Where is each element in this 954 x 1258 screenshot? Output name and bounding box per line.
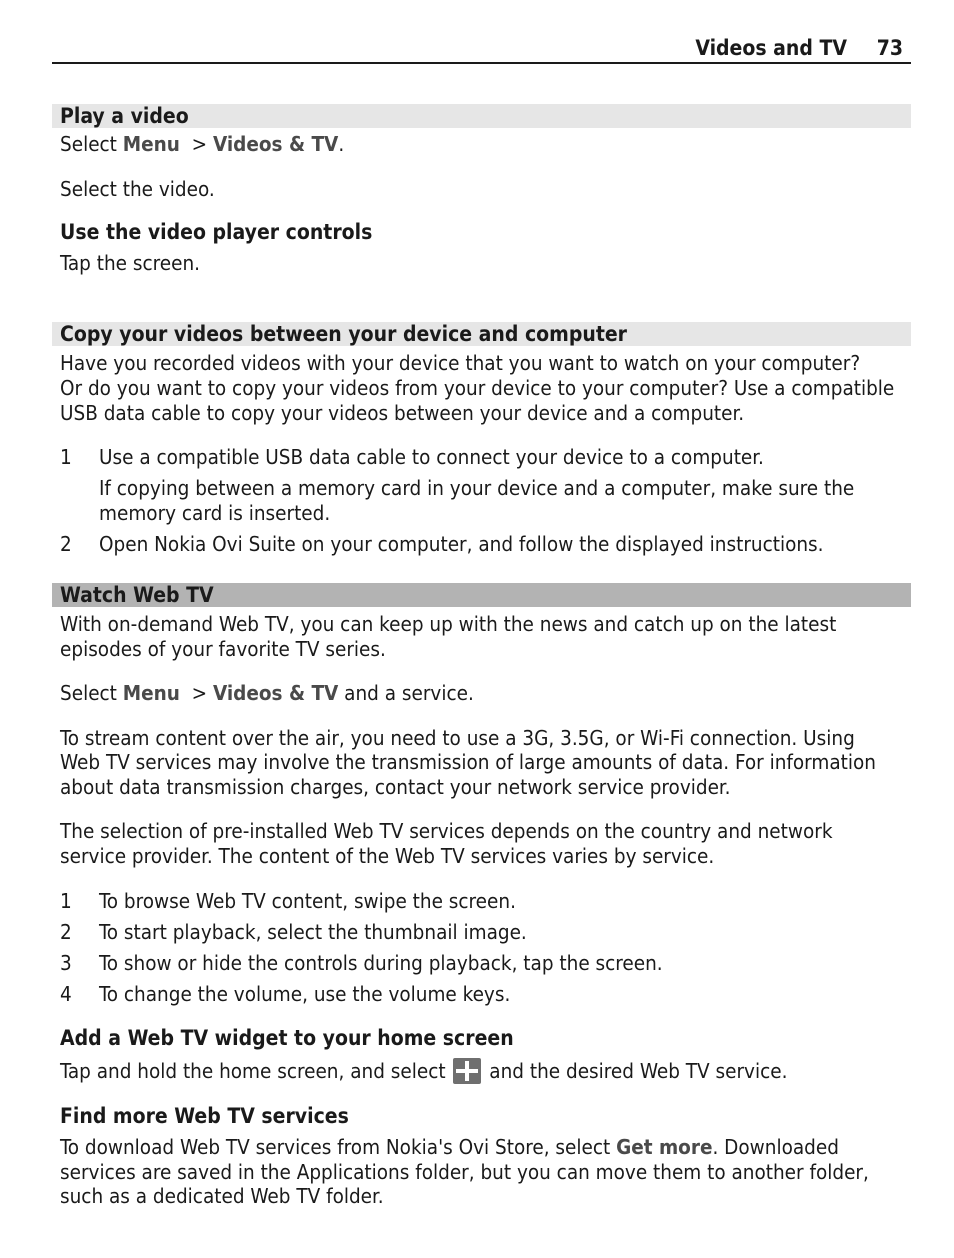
section-heading: Watch Web TV	[60, 583, 214, 607]
list-number: 1	[60, 445, 72, 469]
section-bar-copy-videos	[52, 322, 911, 346]
web-tv-select-instruction: Select Menu > Videos & TV and a service.	[60, 681, 474, 705]
header-page-number: 73	[876, 36, 903, 60]
section-bar-play-video	[52, 104, 911, 128]
running-header	[52, 34, 911, 64]
note-line: If copying between a memory card in your device and a computer, make sure the	[99, 476, 855, 500]
widget-instruction: Tap and hold the home screen, and select and the desired Web TV service.	[60, 1059, 788, 1083]
copy-intro-line: USB data cable to copy your videos between your device and a computer.	[60, 401, 745, 425]
find-more-line: To download Web TV services from Nokia's Ovi Store, select Get more. Downloaded	[60, 1135, 839, 1159]
header-section-title: Videos and TV	[695, 36, 847, 60]
section-heading: Play a video	[60, 104, 189, 128]
find-more-subheading: Find more Web TV services	[60, 1104, 349, 1128]
web-tv-intro-line: episodes of your favorite TV series.	[60, 637, 386, 661]
section-bar-watch-web-tv	[52, 583, 911, 607]
section-heading: Copy your videos between your device and computer	[60, 322, 627, 346]
list-number: 3	[60, 951, 72, 975]
find-more-line: such as a dedicated Web TV folder.	[60, 1184, 384, 1208]
videos-tv-term: Videos & TV	[212, 132, 339, 156]
note-line: memory card is inserted.	[99, 501, 331, 525]
select-video-text: Select the video.	[60, 177, 215, 201]
list-number: 2	[60, 920, 72, 944]
menu-term: Menu	[122, 132, 180, 156]
controls-subheading: Use the video player controls	[60, 220, 373, 244]
stream-line: about data transmission charges, contact your network service provider.	[60, 775, 731, 799]
list-text: To show or hide the controls during playback, tap the screen.	[99, 951, 663, 975]
add-widget-icon	[453, 1058, 481, 1084]
menu-term: Menu	[122, 681, 180, 705]
stream-line: Web TV services may involve the transmission of large amounts of data. For information	[60, 750, 876, 774]
selection-line: service provider. The content of the Web TV services varies by service.	[60, 844, 715, 868]
list-text: Use a compatible USB data cable to connect your device to a computer.	[99, 445, 764, 469]
list-text: Open Nokia Ovi Suite on your computer, and follow the displayed instructions.	[99, 532, 824, 556]
play-video-select-instruction: Select Menu > Videos & TV.	[60, 132, 345, 156]
list-text: To browse Web TV content, swipe the screen.	[99, 889, 516, 913]
get-more-term: Get more	[616, 1135, 713, 1159]
copy-intro-line: Or do you want to copy your videos from your device to your computer? Use a compatible	[60, 376, 895, 400]
list-text: To start playback, select the thumbnail image.	[99, 920, 527, 944]
selection-line: The selection of pre-installed Web TV services depends on the country and network	[60, 819, 833, 843]
list-number: 1	[60, 889, 72, 913]
copy-intro-line: Have you recorded videos with your device that you want to watch on your computer?	[60, 351, 861, 375]
list-number: 4	[60, 982, 72, 1006]
web-tv-intro-line: With on-demand Web TV, you can keep up with the news and catch up on the latest	[60, 612, 837, 636]
list-text: To change the volume, use the volume keys.	[99, 982, 511, 1006]
find-more-line: services are saved in the Applications folder, but you can move them to another folder,	[60, 1160, 869, 1184]
list-number: 2	[60, 532, 72, 556]
widget-subheading: Add a Web TV widget to your home screen	[60, 1026, 514, 1050]
controls-text: Tap the screen.	[60, 251, 200, 275]
videos-tv-term: Videos & TV	[212, 681, 339, 705]
stream-line: To stream content over the air, you need to use a 3G, 3.5G, or Wi-Fi connection. Using	[60, 726, 855, 750]
